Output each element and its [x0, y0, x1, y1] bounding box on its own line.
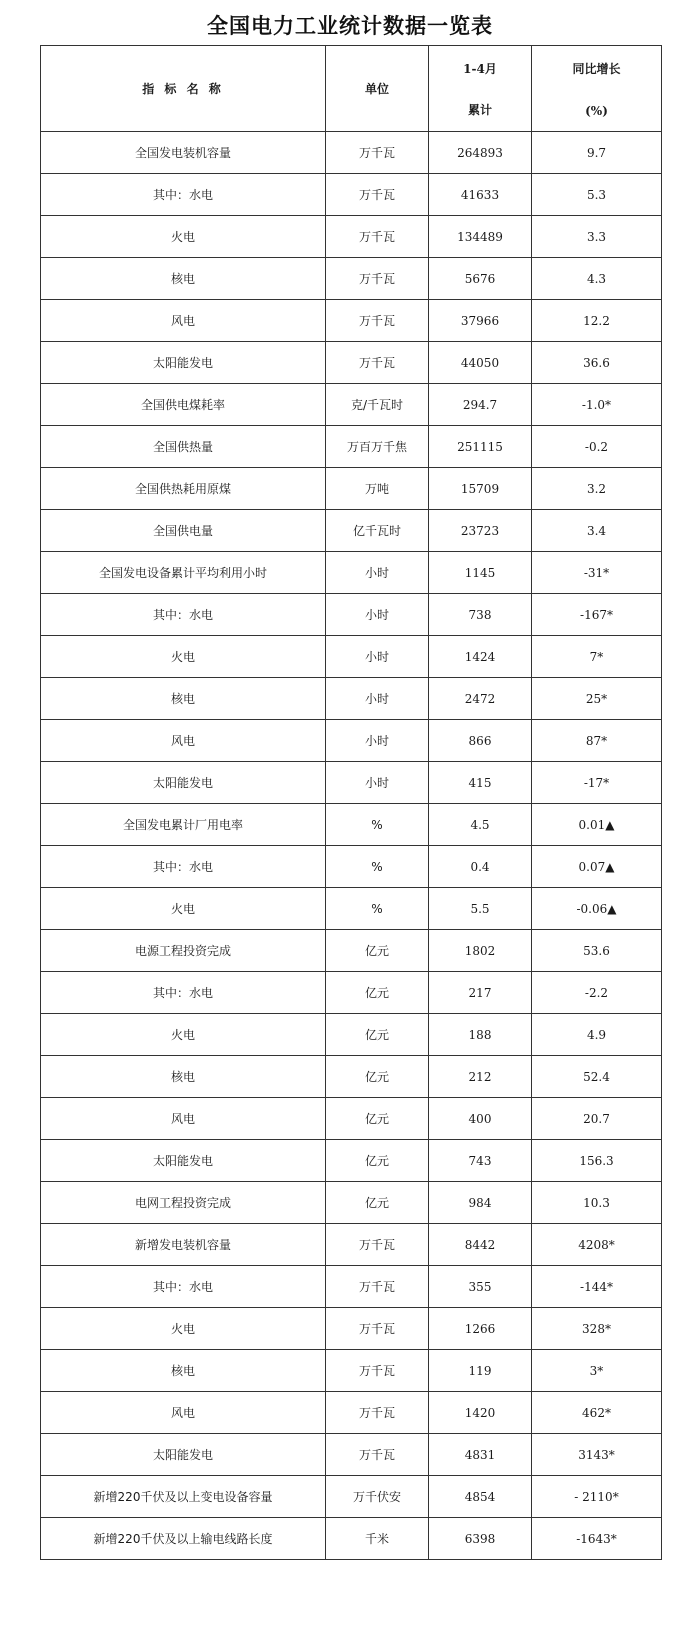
table-row — [41, 1182, 662, 1224]
cumulative-value-cell: 743 — [429, 1140, 532, 1182]
unit-cell: 万吨 — [326, 468, 429, 510]
indicator-name-cell: 全国供热耗用原煤 — [41, 468, 326, 510]
table-row — [41, 216, 662, 258]
indicator-name-cell: 全国供电煤耗率 — [41, 384, 326, 426]
indicator-name-cell: 太阳能发电 — [41, 342, 326, 384]
indicator-name-cell: 核电 — [41, 678, 326, 720]
table-row — [41, 804, 662, 846]
unit-cell: 小时 — [326, 636, 429, 678]
yoy-growth-cell: 4208* — [532, 1224, 662, 1266]
yoy-growth-cell: -1.0* — [532, 384, 662, 426]
table-row — [41, 468, 662, 510]
yoy-growth-cell: 87* — [532, 720, 662, 762]
cumulative-value-cell: 4.5 — [429, 804, 532, 846]
indicator-name-cell: 全国发电设备累计平均利用小时 — [41, 552, 326, 594]
table-row — [41, 888, 662, 930]
unit-cell: 亿元 — [326, 1098, 429, 1140]
indicator-name-cell: 火电 — [41, 1014, 326, 1056]
cumulative-value-cell: 0.4 — [429, 846, 532, 888]
header-yoy-growth — [532, 46, 662, 132]
unit-cell: % — [326, 846, 429, 888]
yoy-growth-cell: -0.06▲ — [532, 888, 662, 930]
cumulative-value-cell: 23723 — [429, 510, 532, 552]
table-row — [41, 636, 662, 678]
yoy-growth-cell: -167* — [532, 594, 662, 636]
cumulative-value-cell: 738 — [429, 594, 532, 636]
indicator-name-cell: 全国供电量 — [41, 510, 326, 552]
yoy-growth-cell: 25* — [532, 678, 662, 720]
unit-cell: 亿元 — [326, 1140, 429, 1182]
yoy-growth-cell: -144* — [532, 1266, 662, 1308]
table-row — [41, 678, 662, 720]
table-row — [41, 132, 662, 174]
cumulative-value-cell: 2472 — [429, 678, 532, 720]
cumulative-value-cell: 134489 — [429, 216, 532, 258]
indicator-name-cell: 太阳能发电 — [41, 762, 326, 804]
unit-cell: 万千瓦 — [326, 342, 429, 384]
yoy-growth-cell: -17* — [532, 762, 662, 804]
table-row — [41, 762, 662, 804]
indicator-name-cell: 火电 — [41, 216, 326, 258]
table-row — [41, 1350, 662, 1392]
indicator-name-cell: 火电 — [41, 888, 326, 930]
cumulative-value-cell: 15709 — [429, 468, 532, 510]
unit-cell: 小时 — [326, 762, 429, 804]
yoy-growth-cell: 156.3 — [532, 1140, 662, 1182]
table-row — [41, 930, 662, 972]
yoy-growth-cell: 12.2 — [532, 300, 662, 342]
unit-cell: 亿元 — [326, 1182, 429, 1224]
indicator-name-cell: 新增220千伏及以上变电设备容量 — [41, 1476, 326, 1518]
unit-cell: 万千瓦 — [326, 1266, 429, 1308]
unit-cell: 万千瓦 — [326, 1224, 429, 1266]
unit-cell: 万千瓦 — [326, 132, 429, 174]
cumulative-value-cell: 217 — [429, 972, 532, 1014]
cumulative-value-cell: 1420 — [429, 1392, 532, 1434]
unit-cell: 千米 — [326, 1518, 429, 1560]
unit-cell: 小时 — [326, 594, 429, 636]
cumulative-value-cell: 188 — [429, 1014, 532, 1056]
header-indicator-name-label: 指 标 名 称 — [142, 82, 224, 96]
indicator-name-cell: 电网工程投资完成 — [41, 1182, 326, 1224]
unit-cell: 小时 — [326, 678, 429, 720]
table-row — [41, 720, 662, 762]
indicator-name-cell: 全国发电累计厂用电率 — [41, 804, 326, 846]
table-row — [41, 1098, 662, 1140]
indicator-name-cell: 全国发电装机容量 — [41, 132, 326, 174]
yoy-growth-cell: 462* — [532, 1392, 662, 1434]
cumulative-value-cell: 37966 — [429, 300, 532, 342]
indicator-name-cell: 其中：水电 — [41, 174, 326, 216]
yoy-growth-cell: 7* — [532, 636, 662, 678]
header-unit-label: 单位 — [364, 82, 389, 96]
table-row — [41, 258, 662, 300]
table-row — [41, 342, 662, 384]
cumulative-value-cell: 44050 — [429, 342, 532, 384]
unit-cell: 亿元 — [326, 1056, 429, 1098]
yoy-growth-cell: -31* — [532, 552, 662, 594]
unit-cell: 亿元 — [326, 1014, 429, 1056]
indicator-name-cell: 其中：水电 — [41, 846, 326, 888]
table-row — [41, 426, 662, 468]
unit-cell: 小时 — [326, 552, 429, 594]
table-row — [41, 1266, 662, 1308]
yoy-growth-cell: 20.7 — [532, 1098, 662, 1140]
yoy-growth-cell: 3.4 — [532, 510, 662, 552]
unit-cell: 万千瓦 — [326, 1308, 429, 1350]
indicator-name-cell: 风电 — [41, 1098, 326, 1140]
table-row — [41, 846, 662, 888]
yoy-growth-cell: -2.2 — [532, 972, 662, 1014]
yoy-growth-cell: 3.2 — [532, 468, 662, 510]
cumulative-value-cell: 41633 — [429, 174, 532, 216]
yoy-growth-cell: 52.4 — [532, 1056, 662, 1098]
cumulative-value-cell: 6398 — [429, 1518, 532, 1560]
indicator-name-cell: 风电 — [41, 1392, 326, 1434]
header-growth-label: 同比增长 — [572, 61, 621, 76]
yoy-growth-cell: 3* — [532, 1350, 662, 1392]
table-row — [41, 1476, 662, 1518]
header-cumulative — [429, 46, 532, 132]
indicator-name-cell: 其中：水电 — [41, 594, 326, 636]
unit-cell: 亿元 — [326, 972, 429, 1014]
yoy-growth-cell: -0.2 — [532, 426, 662, 468]
unit-cell: 亿千瓦时 — [326, 510, 429, 552]
table-header-row — [41, 46, 662, 132]
table-row — [41, 1434, 662, 1476]
indicator-name-cell: 风电 — [41, 720, 326, 762]
table-body — [41, 132, 662, 1560]
cumulative-value-cell: 400 — [429, 1098, 532, 1140]
indicator-name-cell: 其中：水电 — [41, 972, 326, 1014]
table-row — [41, 174, 662, 216]
yoy-growth-cell: -1643* — [532, 1518, 662, 1560]
table-row — [41, 384, 662, 426]
cumulative-value-cell: 1424 — [429, 636, 532, 678]
indicator-name-cell: 新增发电装机容量 — [41, 1224, 326, 1266]
yoy-growth-cell: 4.9 — [532, 1014, 662, 1056]
indicator-name-cell: 全国供热量 — [41, 426, 326, 468]
indicator-name-cell: 电源工程投资完成 — [41, 930, 326, 972]
indicator-name-cell: 太阳能发电 — [41, 1434, 326, 1476]
header-unit — [326, 46, 429, 132]
table-row — [41, 552, 662, 594]
cumulative-value-cell: 1145 — [429, 552, 532, 594]
table-row — [41, 300, 662, 342]
yoy-growth-cell: 3.3 — [532, 216, 662, 258]
cumulative-value-cell: 264893 — [429, 132, 532, 174]
yoy-growth-cell: 9.7 — [532, 132, 662, 174]
header-cumulative-label: 累计 — [467, 102, 492, 117]
unit-cell: 小时 — [326, 720, 429, 762]
unit-cell: 万百万千焦 — [326, 426, 429, 468]
yoy-growth-cell: 5.3 — [532, 174, 662, 216]
indicator-name-cell: 核电 — [41, 1056, 326, 1098]
unit-cell: 万千瓦 — [326, 216, 429, 258]
header-period-label: 1-4月 — [463, 61, 497, 76]
header-growth-unit: (%) — [585, 103, 608, 118]
indicator-name-cell: 其中：水电 — [41, 1266, 326, 1308]
indicator-name-cell: 火电 — [41, 636, 326, 678]
cumulative-value-cell: 355 — [429, 1266, 532, 1308]
cumulative-value-cell: 8442 — [429, 1224, 532, 1266]
unit-cell: 万千瓦 — [326, 1434, 429, 1476]
yoy-growth-cell: 10.3 — [532, 1182, 662, 1224]
cumulative-value-cell: 1802 — [429, 930, 532, 972]
cumulative-value-cell: 4831 — [429, 1434, 532, 1476]
cumulative-value-cell: 5676 — [429, 258, 532, 300]
unit-cell: 万千伏安 — [326, 1476, 429, 1518]
cumulative-value-cell: 415 — [429, 762, 532, 804]
unit-cell: % — [326, 888, 429, 930]
indicator-name-cell: 核电 — [41, 258, 326, 300]
indicator-name-cell: 新增220千伏及以上输电线路长度 — [41, 1518, 326, 1560]
cumulative-value-cell: 5.5 — [429, 888, 532, 930]
cumulative-value-cell: 984 — [429, 1182, 532, 1224]
unit-cell: % — [326, 804, 429, 846]
cumulative-value-cell: 119 — [429, 1350, 532, 1392]
indicator-name-cell: 太阳能发电 — [41, 1140, 326, 1182]
yoy-growth-cell: - 2110* — [532, 1476, 662, 1518]
indicator-name-cell: 风电 — [41, 300, 326, 342]
yoy-growth-cell: 4.3 — [532, 258, 662, 300]
yoy-growth-cell: 0.07▲ — [532, 846, 662, 888]
table-row — [41, 1056, 662, 1098]
yoy-growth-cell: 3143* — [532, 1434, 662, 1476]
unit-cell: 亿元 — [326, 930, 429, 972]
yoy-growth-cell: 0.01▲ — [532, 804, 662, 846]
cumulative-value-cell: 251115 — [429, 426, 532, 468]
unit-cell: 万千瓦 — [326, 300, 429, 342]
unit-cell: 万千瓦 — [326, 174, 429, 216]
unit-cell: 万千瓦 — [326, 1350, 429, 1392]
table-row — [41, 1140, 662, 1182]
table-row — [41, 1014, 662, 1056]
table-row — [41, 594, 662, 636]
header-indicator-name — [41, 46, 326, 132]
indicator-name-cell: 核电 — [41, 1350, 326, 1392]
table-row — [41, 510, 662, 552]
cumulative-value-cell: 4854 — [429, 1476, 532, 1518]
table-row — [41, 1518, 662, 1560]
table-row — [41, 1224, 662, 1266]
statistics-table — [40, 45, 662, 1560]
cumulative-value-cell: 212 — [429, 1056, 532, 1098]
yoy-growth-cell: 53.6 — [532, 930, 662, 972]
yoy-growth-cell: 328* — [532, 1308, 662, 1350]
page-title: 全国电力工业统计数据一览表 — [207, 14, 493, 38]
cumulative-value-cell: 1266 — [429, 1308, 532, 1350]
unit-cell: 克/千瓦时 — [326, 384, 429, 426]
table-row — [41, 1308, 662, 1350]
cumulative-value-cell: 866 — [429, 720, 532, 762]
table-row — [41, 1392, 662, 1434]
cumulative-value-cell: 294.7 — [429, 384, 532, 426]
unit-cell: 万千瓦 — [326, 1392, 429, 1434]
indicator-name-cell: 火电 — [41, 1308, 326, 1350]
yoy-growth-cell: 36.6 — [532, 342, 662, 384]
table-row — [41, 972, 662, 1014]
unit-cell: 万千瓦 — [326, 258, 429, 300]
